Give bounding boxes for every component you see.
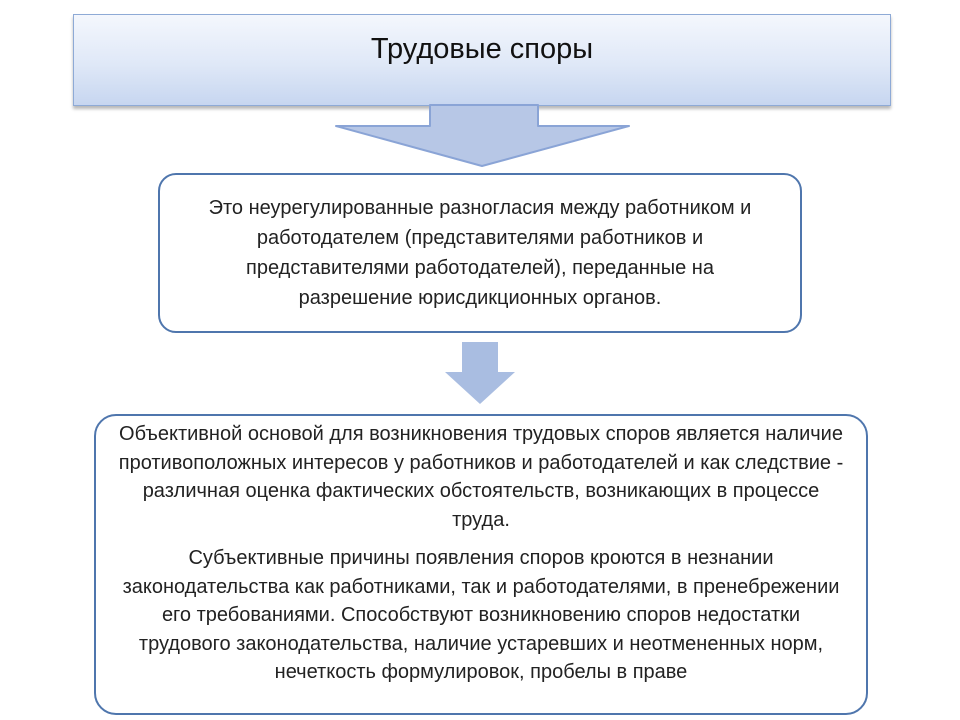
subjective-causes-text: Субъективные причины появления споров кроются в незнании законодательства как работниками, так и работодателями, в пренебрежении его требованиями. Способствуют возникновению споров недостатки трудового законодательства, наличие устаревших и неотмененных норм, нечеткость формулировок, пробелы в праве	[122, 547, 840, 683]
title-text: Трудовые споры	[370, 33, 594, 65]
definition-text: Это неурегулированные разногласия между работником и работодателем (представителями работников и представителями работодателей), переданные на разрешение юрисдикционных органов.	[208, 197, 752, 309]
causes-box	[94, 414, 868, 715]
title-box	[73, 14, 891, 106]
down-arrow-wide	[330, 104, 635, 168]
objective-basis-text: Объективной основой для возникновения трудовых споров является наличие противоположных интересов у работников и работодателей и как следствие - различная оценка фактических обстоятельств, возникающих в процессе труда.	[118, 423, 844, 531]
definition-box	[158, 173, 802, 333]
down-arrow	[443, 342, 517, 406]
